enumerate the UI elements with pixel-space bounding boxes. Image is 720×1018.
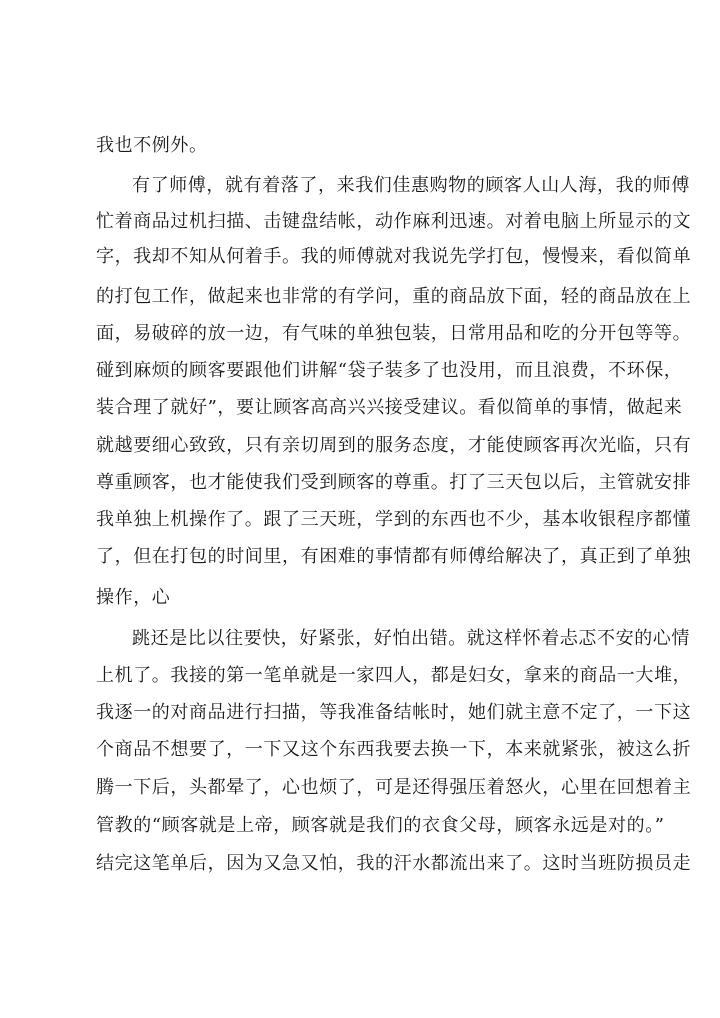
text-line-7: 碰到麻烦的顾客要跟他们讲解“袋子装多了也没用，而且浪费，不环保， xyxy=(96,360,683,381)
text-line-5: 的打包工作，做起来也非常的有学问，重的商品放下面，轻的商品放在上 xyxy=(96,286,692,307)
text-line-18: 腾一下后，头都晕了，心也烦了，可是还得强压着怒火，心里在回想着主 xyxy=(96,777,692,798)
text-line-16: 我逐一的对商品进行扫描，等我准备结帐时，她们就主意不定了，一下这 xyxy=(96,702,692,723)
text-line-3: 忙着商品过机扫描、击键盘结帐，动作麻利迅速。对着电脑上所显示的文 xyxy=(96,211,692,232)
text-line-4: 字，我却不知从何着手。我的师傅就对我说先学打包，慢慢来，看似简单 xyxy=(96,246,692,267)
text-line-12: 了，但在打包的时间里，有困难的事情都有师傅给解决了，真正到了单独 xyxy=(96,546,692,567)
text-line-2: 有了师傅，就有着落了，来我们佳惠购物的顾客人山人海，我的师傅 xyxy=(132,175,690,196)
text-line-11: 我单独上机操作了。跟了三天班，学到的东西也不少，基本收银程序都懂 xyxy=(96,509,692,530)
text-line-17: 个商品不想要了，一下又这个东西我要去换一下，本来就紧张，被这么折 xyxy=(96,739,692,760)
text-line-6: 面，易破碎的放一边，有气味的单独包装，日常用品和吃的分开包等等。 xyxy=(96,323,692,344)
text-line-15: 上机了。我接的第一笔单就是一家四人，都是妇女，拿来的商品一大堆， xyxy=(96,665,692,686)
text-line-13: 操作，心 xyxy=(96,587,171,608)
text-line-19: 管教的“顾客就是上帝，顾客就是我们的衣食父母，顾客永远是对的。” xyxy=(96,815,665,836)
text-line-20: 结完这笔单后，因为又急又怕，我的汗水都流出来了。这时当班防损员走 xyxy=(96,853,692,874)
text-line-8: 装合理了就好”，要让顾客高高兴兴接受建议。看似简单的事情，做起来 xyxy=(96,397,683,418)
text-line-10: 尊重顾客，也才能使我们受到顾客的尊重。打了三天包以后，主管就安排 xyxy=(96,472,692,493)
text-line-14: 跳还是比以往要快，好紧张，好怕出错。就这样怀着忐忑不安的心情 xyxy=(132,628,690,649)
text-line-1: 我也不例外。 xyxy=(96,135,208,156)
text-line-9: 就越要细心致致，只有亲切周到的服务态度，才能使顾客再次光临，只有 xyxy=(96,435,692,456)
